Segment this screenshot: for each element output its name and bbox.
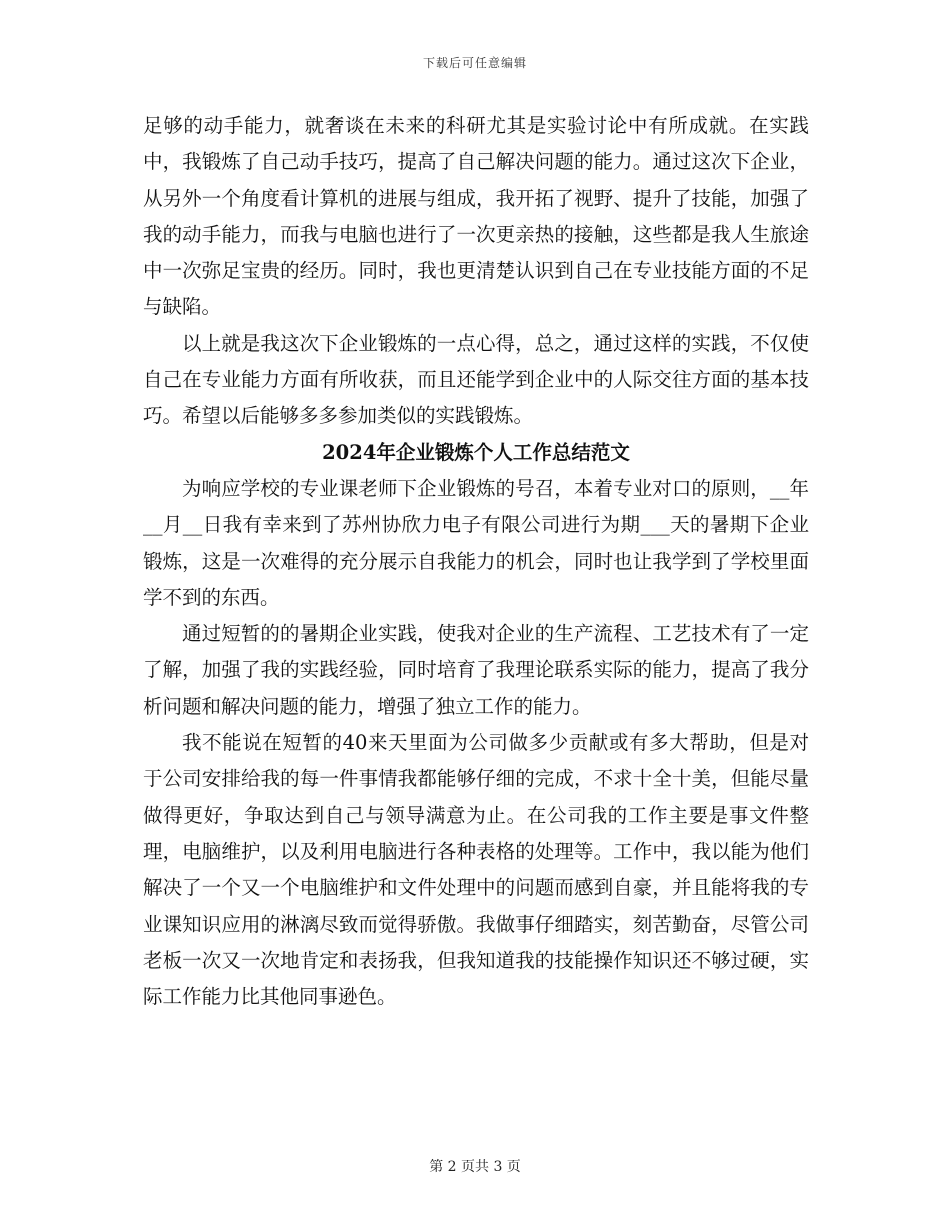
paragraph-experience: 通过短暂的的暑期企业实践，使我对企业的生产流程、工艺技术有了一定了解，加强了我的实践经验，同时培育了我理论联系实际的能力，提高了我分析问题和解决问题的能力，增强了独立工作的能力。 <box>143 622 809 718</box>
paragraph-work: 我不能说在短暂的40来天里面为公司做多少贡献或有多大帮助，但是对于公司安排给我的每一件事情我都能够仔细的完成，不求十全十美，但能尽量做得更好，争取达到自己与领导满意为止。在公司我的工作主要是事文件整理，电脑维护，以及利用电脑进行各种表格的处理等。工作中，我以能为他们解决了一个又一个电脑维护和文件处理中的问题而感到自豪，并且能将我的专业课知识应用的淋漓尽致而觉得骄傲。我做事仔细踏实，刻苦勤奋，尽管公司老板一次又一次地肯定和表扬我，但我知道我的技能操作知识还不够过硬，实际工作能力比其他同事逊色。 <box>143 731 809 1009</box>
paragraph-conclusion: 以上就是我这次下企业锻炼的一点心得，总之，通过这样的实践，不仅使自己在专业能力方面有所收获，而且还能学到企业中的人际交往方面的基本技巧。希望以后能够多多参加类似的实践锻炼。 <box>143 331 809 428</box>
paragraph-continued: 足够的动手能力，就奢谈在未来的科研尤其是实验讨论中有所成就。在实践中，我锻炼了自己动手技巧，提高了自己解决问题的能力。通过这次下企业，从另外一个角度看计算机的进展与组成，我开拓了视野、提升了技能，加强了我的动手能力，而我与电脑也进行了一次更亲热的接触，这些都是我人生旅途中一次弥足宝贵的经历。同时，我也更清楚认识到自己在专业技能方面的不足与缺陷。 <box>143 114 809 319</box>
document-body <box>143 108 809 1015</box>
page-footer: 第 2 页共 3 页 <box>429 1159 521 1175</box>
section-title: 2024年企业锻炼个人工作总结范文 <box>322 440 630 464</box>
paragraph-intro: 为响应学校的专业课老师下企业锻炼的号召，本着专业对口的原则，__年__月__日我有幸来到了苏州协欣力电子有限公司进行为期___天的暑期下企业锻炼，这是一次难得的充分展示自我能力的机会，同时也让我学到了学校里面学不到的东西。 <box>143 476 809 609</box>
page-header: 下载后可任意编辑 <box>422 56 527 70</box>
